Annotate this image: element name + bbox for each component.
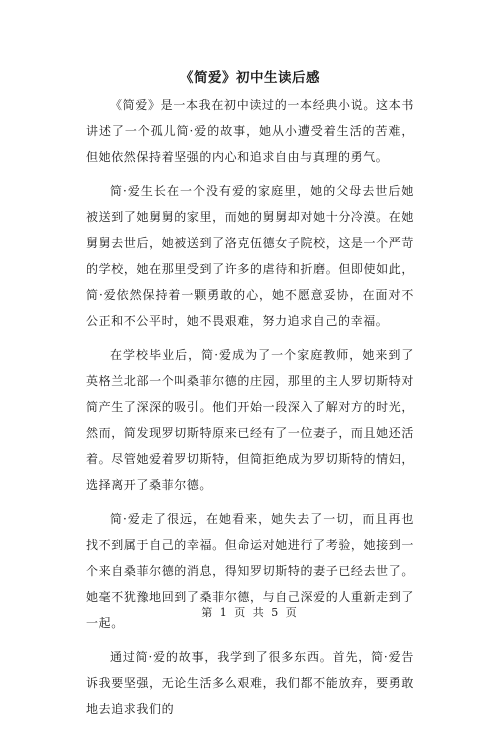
document-body xyxy=(86,92,414,730)
paragraph-5: 通过简·爱的故事，我学到了很多东西。首先，简·爱告诉我要坚强，无论生活多么艰难，我们都不能放弃，要勇敢地去追求我们的 xyxy=(86,650,414,716)
page-footer xyxy=(0,604,500,620)
paragraph-1: 《简爱》是一本我在初中读过的一本经典小说。这本书讲述了一个孤儿简·爱的故事，她从小遭受着生活的苦难，但她依然保持着坚强的内心和追求自由与真理的勇气。 xyxy=(86,98,414,164)
paragraph-3: 在学校毕业后，简·爱成为了一个家庭教师，她来到了英格兰北部一个叫桑菲尔德的庄园，那里的主人罗切斯特对简产生了深深的吸引。他们开始一段深入了解对方的时光，然而，简发现罗切斯特原来已经有了一位妻子，而且她还活着。尽管她爱着罗切斯特，但简拒绝成为罗切斯特的情妇，选择离开了桑菲尔德。 xyxy=(86,348,414,492)
document-title: 《简爱》初中生读后感 xyxy=(180,70,320,86)
footer-prefix: 第 xyxy=(201,606,215,619)
footer-suffix: 页 xyxy=(285,606,299,619)
paragraph-4: 简·爱走了很远，在她看来，她失去了一切，而且再也找不到属于自己的幸福。但命运对她进行了考验，她接到一个来自桑菲尔德的消息，得知罗切斯特的妻子已经去世了。她毫不犹豫地回到了桑菲尔德，与自己深爱的人重新走到了一起。 xyxy=(86,512,414,630)
footer-middle: 页 共 xyxy=(234,606,266,619)
paragraph-2: 简·爱生长在一个没有爱的家庭里，她的父母去世后她被送到了她舅舅的家里，而她的舅舅却对她十分冷漠。在她舅舅去世后，她被送到了洛克伍德女子院校，这是一个严苛的学校，她在那里受到了许多的虐待和折磨。但即使如此，简·爱依然保持着一颗勇敢的心，她不愿意妥协，在面对不公正和不公平时，她不畏艰难，努力追求自己的幸福。 xyxy=(86,184,414,328)
footer-current-page: 1 xyxy=(219,606,229,619)
footer-total-pages: 5 xyxy=(271,606,281,619)
